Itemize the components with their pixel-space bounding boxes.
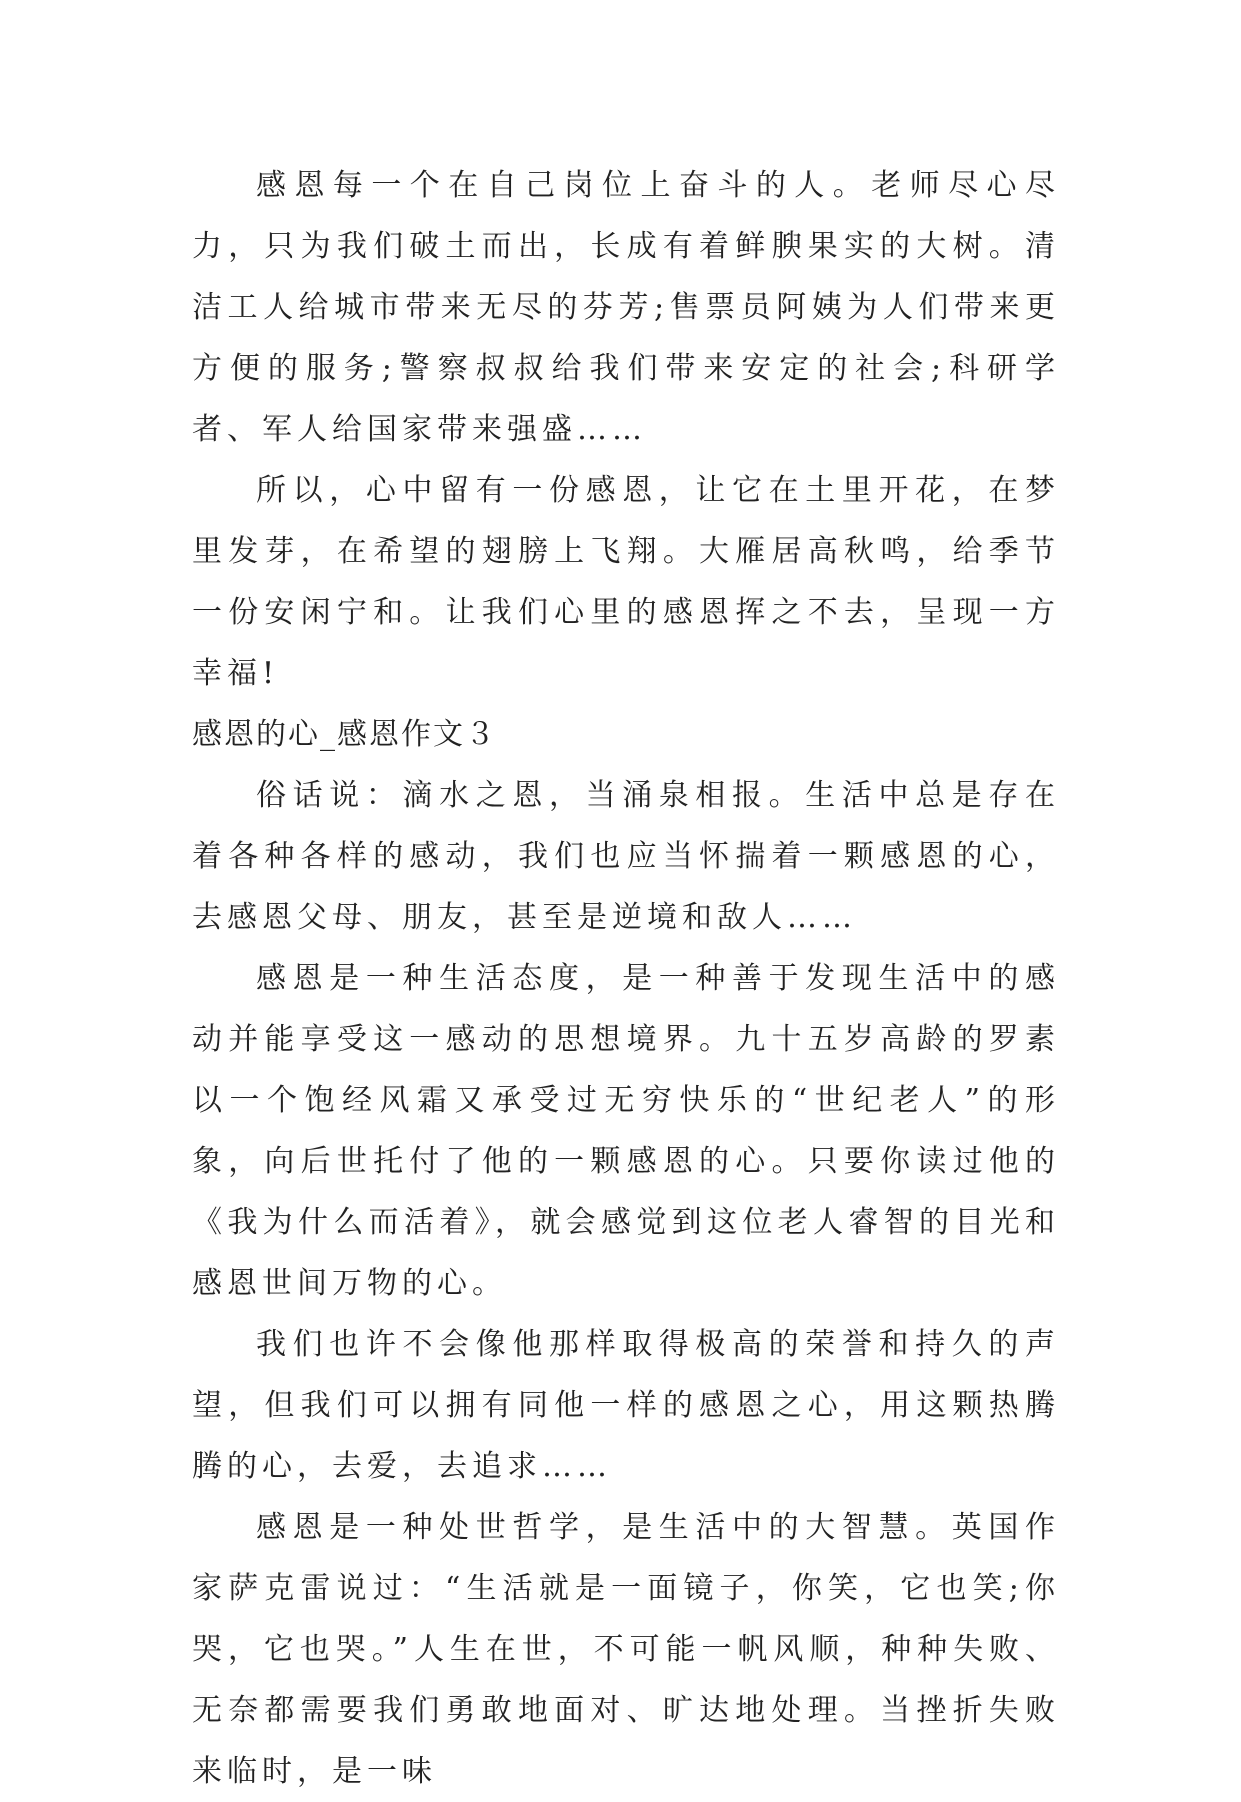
document-body xyxy=(192,155,1060,1802)
section-heading: 感恩的心_感恩作文３ xyxy=(192,717,497,752)
paragraph-proverb: 俗话说：滴水之恩，当涌泉相报。生活中总是存在着各种各样的感动，我们也应当怀揣着一颗感恩的心，去感恩父母、朋友，甚至是逆境和敌人…… xyxy=(192,778,1060,935)
paragraph-life-philosophy: 感恩是一种处世哲学，是生活中的大智慧。英国作家萨克雷说过：“生活就是一面镜子，你笑，它也笑;你哭，它也哭。”人生在世，不可能一帆风顺，种种失败、无奈都需要我们勇敢地面对、旷达地处理。当挫折失败来临时，是一味 xyxy=(192,1510,1060,1789)
paragraph-grateful-heart: 我们也许不会像他那样取得极高的荣誉和持久的声望，但我们可以拥有同他一样的感恩之心，用这颗热腾腾的心，去爱，去追求…… xyxy=(192,1327,1060,1484)
paragraph-gratitude-workers: 感恩每一个在自己岗位上奋斗的人。老师尽心尽力，只为我们破土而出，长成有着鲜腴果实的大树。清洁工人给城市带来无尽的芬芳;售票员阿姨为人们带来更方便的服务;警察叔叔给我们带来安定的社会;科研学者、军人给国家带来强盛…… xyxy=(192,168,1060,447)
paragraph-keep-gratitude: 所以，心中留有一份感恩，让它在土里开花，在梦里发芽，在希望的翅膀上飞翔。大雁居高秋鸣，给季节一份安闲宁和。让我们心里的感恩挥之不去，呈现一方幸福! xyxy=(192,473,1060,691)
paragraph-life-attitude: 感恩是一种生活态度，是一种善于发现生活中的感动并能享受这一感动的思想境界。九十五岁高龄的罗素以一个饱经风霜又承受过无穷快乐的“世纪老人”的形象，向后世托付了他的一颗感恩的心。只要你读过他的《我为什么而活着》，就会感觉到这位老人睿智的目光和感恩世间万物的心。 xyxy=(192,961,1060,1301)
